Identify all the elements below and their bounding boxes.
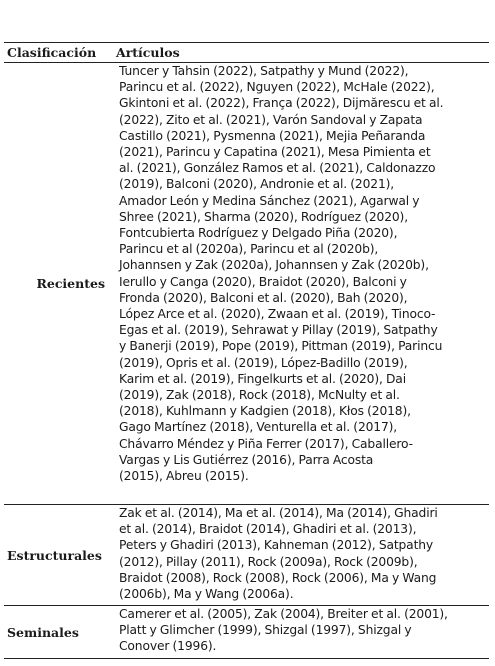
- article-line: Karim et al. (2019), Fingelkurts et al. (2020), Dai: [119, 371, 406, 386]
- article-line: Chávarro Méndez y Piña Ferrer (2017), Caballero-: [119, 436, 413, 451]
- article-line: Braidot (2008), Rock (2008), Rock (2006), Ma y Wang: [119, 570, 437, 585]
- article-line: al. (2021), González Ramos et al. (2021), Caldonazzo: [119, 161, 436, 176]
- article-line: (2012), Pillay (2011), Rock (2009a), Rock (2009b),: [119, 554, 418, 569]
- article-line: (2019), Zak (2018), Rock (2018), McNulty et al.: [119, 388, 400, 403]
- category-seminales: Seminales: [7, 624, 79, 640]
- article-line: López Arce et al. (2020), Zwaan et al. (2019), Tinoco-: [119, 307, 436, 322]
- article-line: Gkintoni et al. (2022), França (2022), Dijmărescu et al.: [119, 96, 444, 111]
- article-line: (2022), Zito et al. (2021), Varón Sandoval y Zapata: [119, 112, 423, 127]
- article-line: et al. (2014), Braidot (2014), Ghadiri et al. (2013),: [119, 522, 417, 537]
- article-line: y Banerji (2019), Pope (2019), Pittman (2019), Parincu: [119, 339, 443, 354]
- article-line: Castillo (2021), Pysmenna (2021), Mejia Peñaranda: [119, 128, 426, 143]
- article-line: Parincu et al. (2022), Nguyen (2022), McHale (2022),: [119, 80, 435, 95]
- article-line: (2006b), Ma y Wang (2006a).: [119, 587, 294, 602]
- articles-recientes: [113, 63, 489, 505]
- article-line: (2019), Balconi (2020), Andronie et al. (2021),: [119, 177, 395, 192]
- table-row-estructurales: [4, 505, 489, 606]
- article-line: Zak et al. (2014), Ma et al. (2014), Ma (2014), Ghadiri: [119, 506, 438, 520]
- article-line: (2019), Opris et al. (2019), López-Badillo (2019),: [119, 355, 408, 370]
- article-line: Vargas y Lis Gutiérrez (2016), Parra Acosta: [119, 452, 374, 467]
- article-line: Platt y Glimcher (1999), Shizgal (1997), Shizgal y: [119, 623, 412, 638]
- article-line: Johannsen y Zak (2020a), Johannsen y Zak (2020b),: [119, 258, 429, 273]
- article-line: Conover (1996).: [119, 639, 217, 654]
- article-line: Fronda (2020), Balconi et al. (2020), Bah (2020),: [119, 290, 408, 305]
- classification-table-container: [4, 42, 489, 659]
- articles-seminales: [113, 606, 489, 659]
- table-row-recientes: [4, 63, 489, 505]
- article-line: Ierullo y Canga (2020), Braidot (2020), Balconi y: [119, 274, 407, 289]
- article-line: (2015), Abreu (2015).: [119, 469, 249, 484]
- article-line: Fontcubierta Rodríguez y Delgado Piña (2020),: [119, 226, 398, 241]
- article-line: Peters y Ghadiri (2013), Kahneman (2012), Satpathy: [119, 538, 434, 553]
- table-row-seminales: [4, 606, 489, 659]
- article-line: Camerer et al. (2005), Zak (2004), Breiter et al. (2001),: [119, 607, 448, 621]
- header-classification: Clasificación: [7, 45, 97, 60]
- table-header-row: [4, 43, 489, 63]
- article-line: Shree (2021), Sharma (2020), Rodríguez (2020),: [119, 209, 408, 224]
- classification-table: [4, 42, 489, 659]
- articles-estructurales: [113, 505, 489, 606]
- article-line: (2021), Parincu y Capatina (2021), Mesa Pimienta et: [119, 145, 431, 160]
- article-line: Egas et al. (2019), Sehrawat y Pillay (2019), Satpathy: [119, 323, 438, 338]
- article-line: Gago Martínez (2018), Venturella et al. (2017),: [119, 420, 398, 435]
- article-line: (2018), Kuhlmann y Kadgien (2018), Kłos (2018),: [119, 404, 411, 419]
- article-line: Tuncer y Tahsin (2022), Satpathy y Mund (2022),: [119, 64, 409, 78]
- header-articles: Artículos: [116, 45, 180, 60]
- category-estructurales: Estructurales: [7, 547, 102, 563]
- category-recientes: Recientes: [36, 276, 105, 291]
- article-line: Parincu et al (2020a), Parincu et al (2020b),: [119, 242, 379, 257]
- article-line: Amador León y Medina Sánchez (2021), Agarwal y: [119, 193, 420, 208]
